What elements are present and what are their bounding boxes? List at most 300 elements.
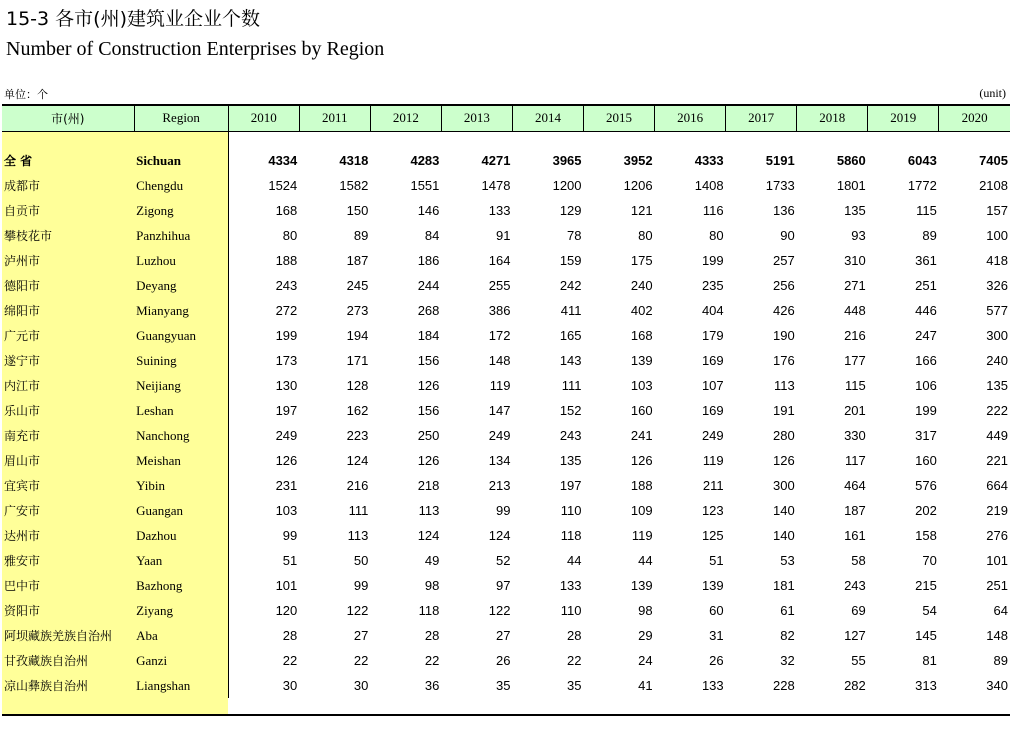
- table-cell-value: 126: [228, 448, 299, 473]
- table-cell-value: 81: [922, 653, 937, 668]
- table-cell-value: 127: [844, 628, 866, 643]
- table-cell-value: 121: [630, 203, 653, 218]
- table-cell-value: 330: [844, 428, 866, 443]
- table-cell-value: 61: [780, 603, 795, 618]
- table-cell-value: 6043: [907, 153, 937, 168]
- table-cell-value: 1733: [765, 178, 795, 193]
- table-cell-value: 231: [228, 473, 299, 498]
- region-name-en: Deyang: [136, 277, 177, 293]
- table-cell-value: 148: [986, 628, 1008, 643]
- table-cell-value: 126: [417, 453, 440, 468]
- region-name-cn: 绵阳市: [4, 304, 41, 318]
- table-cell-value: 111: [348, 503, 369, 518]
- table-cell-value: 256: [773, 278, 795, 293]
- table-cell-value: 276: [986, 528, 1008, 543]
- table-cell-value: 268: [417, 303, 440, 318]
- table-cell-value: 100: [986, 228, 1008, 243]
- table-cell-value: 125: [701, 528, 724, 543]
- table-cell-value: 317: [915, 428, 937, 443]
- table-cell-value: 97: [495, 578, 511, 593]
- region-name-cn: 自贡市: [4, 204, 41, 218]
- table-cell-value: 169: [701, 353, 724, 368]
- table-cell-value: 51: [709, 553, 724, 568]
- table-cell-value: 247: [915, 328, 937, 343]
- table-row: [2, 298, 1010, 323]
- region-name-en: Guangan: [136, 502, 184, 518]
- table-cell-value: 1772: [907, 178, 937, 193]
- table-cell-value: 22: [424, 653, 440, 668]
- table-cell-value: 135: [986, 378, 1008, 393]
- table-cell-value: 199: [228, 323, 299, 348]
- table-cell-value: 257: [773, 253, 795, 268]
- table-cell-value: 1801: [836, 178, 866, 193]
- table-row: [2, 223, 1010, 248]
- region-name-en: Neijiang: [136, 377, 181, 393]
- table-cell-value: 1551: [410, 178, 440, 193]
- table-cell-value: 1408: [694, 178, 724, 193]
- table-cell-value: 158: [915, 528, 937, 543]
- table-cell-value: 326: [986, 278, 1008, 293]
- page-title-en: Number of Construction Enterprises by Region: [6, 38, 385, 60]
- table-cell-value: 173: [228, 348, 299, 373]
- table-spacer-row: [2, 131, 1010, 148]
- table-row: [2, 473, 1010, 498]
- table-cell-value: 249: [228, 423, 299, 448]
- region-name-en: Mianyang: [136, 302, 189, 318]
- table-cell-value: 28: [567, 628, 582, 643]
- table-cell-value: 1478: [481, 178, 511, 193]
- region-name-cn: 宜宾市: [4, 479, 41, 493]
- table-row: [2, 598, 1010, 623]
- table-cell-value: 172: [488, 328, 511, 343]
- table-cell-value: 110: [560, 603, 582, 618]
- table-cell-value: 168: [228, 198, 299, 223]
- region-name-cn: 攀枝花市: [4, 229, 53, 243]
- region-name-en: Yaan: [136, 552, 163, 568]
- table-cell-value: 147: [488, 403, 511, 418]
- table-cell-value: 240: [986, 353, 1008, 368]
- table-cell-value: 216: [346, 478, 369, 493]
- table-cell-value: 119: [489, 378, 511, 393]
- table-cell-value: 216: [844, 328, 866, 343]
- region-name-en: Chengdu: [136, 177, 184, 193]
- region-name-cn: 南充市: [4, 429, 41, 443]
- table-cell-value: 213: [488, 478, 511, 493]
- table-cell-value: 130: [228, 373, 299, 398]
- table-cell-value: 243: [844, 578, 866, 593]
- table-cell-value: 27: [495, 628, 511, 643]
- table-cell-value: 22: [228, 648, 299, 673]
- table-cell-value: 98: [424, 578, 440, 593]
- table-cell-value: 60: [709, 603, 724, 618]
- table-cell-value: 3965: [552, 153, 582, 168]
- table-cell-value: 340: [986, 678, 1008, 693]
- table-cell-value: 191: [773, 403, 795, 418]
- region-name-en: Guangyuan: [136, 327, 197, 343]
- region-name-en: Liangshan: [136, 677, 191, 693]
- table-cell-value: 80: [709, 228, 724, 243]
- table-cell-value: 187: [346, 253, 369, 268]
- table-cell-value: 197: [228, 398, 299, 423]
- table-cell-value: 101: [986, 553, 1008, 568]
- table-cell-value: 82: [780, 628, 795, 643]
- table-cell-value: 41: [638, 678, 653, 693]
- table-cell-value: 223: [346, 428, 369, 443]
- region-name-en: Ziyang: [136, 602, 173, 618]
- table-cell-value: 78: [567, 228, 582, 243]
- region-name-cn: 广元市: [4, 329, 41, 343]
- table-cell-value: 386: [488, 303, 511, 318]
- table-cell-value: 310: [844, 253, 866, 268]
- table-cell-value: 49: [424, 553, 440, 568]
- table-cell-value: 109: [630, 503, 653, 518]
- region-name-cn: 凉山彝族自治州: [4, 679, 89, 693]
- table-cell-value: 110: [560, 503, 582, 518]
- table-row: [2, 623, 1010, 648]
- table-cell-value: 4283: [410, 153, 440, 168]
- header-city-cn: 市(州): [2, 105, 134, 131]
- table-row: [2, 548, 1010, 573]
- table-cell-value: 271: [844, 278, 866, 293]
- table-cell-value: 30: [353, 678, 369, 693]
- table-cell-value: 179: [701, 328, 724, 343]
- table-cell-value: 243: [559, 428, 582, 443]
- table-cell-value: 449: [986, 428, 1008, 443]
- region-name-en: Nanchong: [136, 427, 190, 443]
- region-name-cn: 雅安市: [4, 554, 41, 568]
- table-cell-value: 5860: [836, 153, 866, 168]
- table-cell-value: 51: [228, 548, 299, 573]
- table-cell-value: 113: [418, 503, 440, 518]
- table-cell-value: 426: [773, 303, 795, 318]
- table-cell-value: 113: [773, 378, 795, 393]
- table-cell-value: 228: [773, 678, 795, 693]
- table-cell-value: 361: [915, 253, 937, 268]
- table-cell-value: 402: [630, 303, 653, 318]
- table-cell-value: 107: [701, 378, 724, 393]
- region-name-cn: 遂宁市: [4, 354, 41, 368]
- region-name-en: Zigong: [136, 202, 174, 218]
- table-cell-value: 243: [228, 273, 299, 298]
- table-cell-value: 188: [228, 248, 299, 273]
- table-cell-value: 103: [228, 498, 299, 523]
- table-cell-value: 168: [630, 328, 653, 343]
- table-row: [2, 373, 1010, 398]
- header-region-en: Region: [134, 105, 228, 131]
- table-cell-value: 251: [986, 578, 1008, 593]
- table-cell-value: 152: [559, 403, 582, 418]
- region-name-cn: 眉山市: [4, 454, 41, 468]
- table-cell-value: 36: [424, 678, 440, 693]
- table-cell-value: 197: [559, 478, 582, 493]
- table-cell-value: 24: [638, 653, 653, 668]
- table-cell-value: 44: [638, 553, 653, 568]
- table-cell-value: 576: [915, 478, 937, 493]
- table-cell-value: 29: [638, 628, 653, 643]
- table-cell-value: 1582: [339, 178, 369, 193]
- table-cell-value: 124: [346, 453, 369, 468]
- table-cell-value: 140: [773, 528, 795, 543]
- table-cell-value: 4333: [694, 153, 724, 168]
- table-cell-value: 28: [228, 623, 299, 648]
- table-cell-value: 126: [773, 453, 795, 468]
- table-cell-value: 251: [915, 278, 937, 293]
- table-cell-value: 134: [488, 453, 511, 468]
- table-cell-value: 80: [638, 228, 653, 243]
- table-cell-value: 129: [559, 203, 582, 218]
- table-cell-value: 249: [701, 428, 724, 443]
- table-bottom-rule: [2, 714, 1010, 716]
- table-cell-value: 99: [353, 578, 369, 593]
- table-cell-value: 135: [844, 203, 866, 218]
- table-cell-value: 250: [417, 428, 440, 443]
- unit-label-cn: 单位：个: [4, 88, 48, 101]
- table-cell-value: 1200: [552, 178, 582, 193]
- table-cell-value: 4334: [228, 148, 299, 173]
- table-cell-value: 90: [780, 228, 795, 243]
- table-cell-value: 166: [915, 353, 937, 368]
- table-cell-value: 89: [353, 228, 369, 243]
- table-cell-value: 35: [567, 678, 582, 693]
- table-cell-value: 126: [417, 378, 440, 393]
- table-cell-value: 119: [631, 528, 653, 543]
- table-cell-value: 91: [495, 228, 511, 243]
- table-cell-value: 22: [353, 653, 369, 668]
- table-cell-value: 140: [773, 503, 795, 518]
- table-cell-value: 240: [630, 278, 653, 293]
- table-cell-value: 255: [488, 278, 511, 293]
- table-header-row: [2, 105, 1010, 131]
- header-year: 2014: [512, 105, 583, 131]
- table-cell-value: 119: [702, 453, 724, 468]
- table-cell-value: 93: [851, 228, 866, 243]
- region-name-en: Aba: [136, 627, 158, 643]
- table-cell-value: 313: [915, 678, 937, 693]
- region-name-en: Dazhou: [136, 527, 177, 543]
- table-cell-value: 101: [228, 573, 299, 598]
- table-cell-value: 161: [844, 528, 866, 543]
- table-cell-value: 124: [488, 528, 511, 543]
- table-cell-value: 164: [488, 253, 511, 268]
- table-cell-value: 156: [417, 403, 440, 418]
- table-cell-value: 150: [346, 203, 369, 218]
- table-cell-value: 122: [346, 603, 369, 618]
- table-cell-value: 221: [986, 453, 1008, 468]
- region-name-en: Sichuan: [136, 152, 181, 168]
- table-cell-value: 133: [559, 578, 582, 593]
- region-name-en: Suining: [136, 352, 177, 368]
- table-cell-value: 28: [424, 628, 440, 643]
- table-cell-value: 2108: [979, 178, 1008, 193]
- region-name-cn: 全 省: [4, 154, 33, 168]
- table-cell-value: 181: [773, 578, 795, 593]
- region-name-cn: 成都市: [4, 179, 41, 193]
- table-cell-value: 219: [986, 503, 1008, 518]
- table-cell-value: 143: [559, 353, 582, 368]
- table-row: [2, 173, 1010, 198]
- table-cell-value: 27: [353, 628, 369, 643]
- table-cell-value: 122: [488, 603, 511, 618]
- table-cell-value: 128: [346, 378, 369, 393]
- table-cell-value: 89: [993, 653, 1008, 668]
- table-cell-value: 177: [844, 353, 866, 368]
- table-cell-value: 211: [702, 478, 724, 493]
- table-cell-value: 115: [845, 378, 866, 393]
- table-cell-value: 118: [560, 528, 582, 543]
- table-cell-value: 201: [844, 403, 866, 418]
- table-cell-value: 53: [780, 553, 795, 568]
- table-cell-value: 113: [347, 528, 369, 543]
- table-cell-value: 215: [915, 578, 937, 593]
- region-name-cn: 内江市: [4, 379, 41, 393]
- header-year: 2012: [370, 105, 441, 131]
- table-cell-value: 99: [495, 503, 511, 518]
- table-cell-value: 404: [701, 303, 724, 318]
- table-cell-value: 136: [773, 203, 795, 218]
- table-cell-value: 139: [701, 578, 724, 593]
- table-cell-value: 26: [709, 653, 724, 668]
- table-cell-value: 245: [346, 278, 369, 293]
- table-row: [2, 248, 1010, 273]
- table-cell-value: 145: [915, 628, 937, 643]
- table-cell-value: 54: [922, 603, 937, 618]
- table-cell-value: 52: [495, 553, 511, 568]
- table-row: [2, 448, 1010, 473]
- table-cell-value: 31: [709, 628, 724, 643]
- table-cell-value: 187: [844, 503, 866, 518]
- header-year: 2010: [228, 105, 299, 131]
- table-cell-value: 241: [630, 428, 653, 443]
- table-cell-value: 84: [424, 228, 440, 243]
- table-cell-value: 272: [228, 298, 299, 323]
- table-cell-value: 184: [417, 328, 440, 343]
- table-cell-value: 4271: [481, 153, 511, 168]
- table-cell-value: 282: [844, 678, 866, 693]
- table-row: [2, 648, 1010, 673]
- region-name-cn: 甘孜藏族自治州: [4, 654, 89, 668]
- region-name-cn: 泸州市: [4, 254, 41, 268]
- table-cell-value: 3952: [623, 153, 653, 168]
- region-name-cn: 德阳市: [4, 279, 41, 293]
- table-cell-value: 175: [630, 253, 653, 268]
- table-cell-value: 202: [915, 503, 937, 518]
- table-cell-value: 446: [915, 303, 937, 318]
- table-cell-value: 218: [417, 478, 440, 493]
- table-row: [2, 673, 1010, 698]
- table-cell-value: 58: [851, 553, 866, 568]
- table-cell-value: 135: [559, 453, 582, 468]
- region-name-en: Panzhihua: [136, 227, 191, 243]
- region-name-en: Yibin: [136, 477, 166, 493]
- table-cell-value: 99: [228, 523, 299, 548]
- table-cell-value: 448: [844, 303, 866, 318]
- header-year: 2020: [939, 105, 1010, 131]
- table-cell-value: 300: [986, 328, 1008, 343]
- table-row: [2, 198, 1010, 223]
- table-cell-value: 120: [228, 598, 299, 623]
- table-cell-value: 1206: [623, 178, 653, 193]
- table-cell-value: 103: [630, 378, 653, 393]
- table-cell-value: 80: [228, 223, 299, 248]
- table-cell-value: 5191: [765, 153, 795, 168]
- table-cell-value: 116: [702, 203, 724, 218]
- header-year: 2018: [797, 105, 868, 131]
- table-cell-value: 1524: [228, 173, 299, 198]
- region-name-en: Ganzi: [136, 652, 168, 668]
- table-cell-value: 165: [559, 328, 582, 343]
- table-cell-value: 32: [780, 653, 795, 668]
- table-row: [2, 348, 1010, 373]
- region-name-cn: 阿坝藏族羌族自治州: [4, 629, 113, 643]
- table-cell-value: 300: [773, 478, 795, 493]
- table-cell-value: 159: [559, 253, 582, 268]
- table-body: [2, 131, 1010, 698]
- table-row: [2, 148, 1010, 173]
- table-cell-value: 235: [701, 278, 724, 293]
- table-cell-value: 188: [630, 478, 653, 493]
- table-cell-value: 69: [851, 603, 866, 618]
- table-cell-value: 26: [495, 653, 511, 668]
- unit-label-en: (unit): [979, 86, 1006, 100]
- table-cell-value: 133: [488, 203, 511, 218]
- table-cell-value: 222: [986, 403, 1008, 418]
- table-cell-value: 44: [567, 553, 582, 568]
- table-cell-value: 148: [488, 353, 511, 368]
- table-cell-value: 139: [630, 578, 653, 593]
- table-cell-value: 115: [916, 203, 937, 218]
- header-year: 2019: [868, 105, 939, 131]
- table-cell-value: 194: [346, 328, 369, 343]
- table-cell-value: 123: [701, 503, 724, 518]
- table-row: [2, 423, 1010, 448]
- table-row: [2, 398, 1010, 423]
- table-cell-value: 418: [986, 253, 1008, 268]
- table-cell-value: 124: [417, 528, 440, 543]
- region-name-cn: 达州市: [4, 529, 41, 543]
- table-cell-value: 106: [915, 378, 937, 393]
- table-cell-value: 160: [630, 403, 653, 418]
- page-title-cn: 15-3 各市(州)建筑业企业个数: [6, 8, 260, 30]
- table-cell-value: 186: [417, 253, 440, 268]
- region-name-cn: 巴中市: [4, 579, 41, 593]
- table-cell-value: 199: [701, 253, 724, 268]
- table-cell-value: 464: [844, 478, 866, 493]
- table-cell-value: 146: [417, 203, 440, 218]
- table-cell-value: 162: [346, 403, 369, 418]
- table-cell-value: 35: [495, 678, 511, 693]
- region-name-cn: 资阳市: [4, 604, 41, 618]
- table-cell-value: 190: [773, 328, 795, 343]
- table-cell-value: 169: [701, 403, 724, 418]
- table-row: [2, 523, 1010, 548]
- table-cell-value: 664: [986, 478, 1008, 493]
- table-row: [2, 573, 1010, 598]
- region-name-en: Leshan: [136, 402, 174, 418]
- table-cell-value: 22: [567, 653, 582, 668]
- table-cell-value: 577: [986, 303, 1008, 318]
- table-cell-value: 117: [845, 453, 866, 468]
- table-cell-value: 126: [630, 453, 653, 468]
- table-row: [2, 273, 1010, 298]
- header-year: 2017: [726, 105, 797, 131]
- table-cell-value: 4318: [339, 153, 369, 168]
- table-cell-value: 242: [559, 278, 582, 293]
- header-year: 2011: [299, 105, 370, 131]
- table-cell-value: 118: [418, 603, 440, 618]
- header-year: 2016: [655, 105, 726, 131]
- table-cell-value: 156: [417, 353, 440, 368]
- region-name-en: Bazhong: [136, 577, 183, 593]
